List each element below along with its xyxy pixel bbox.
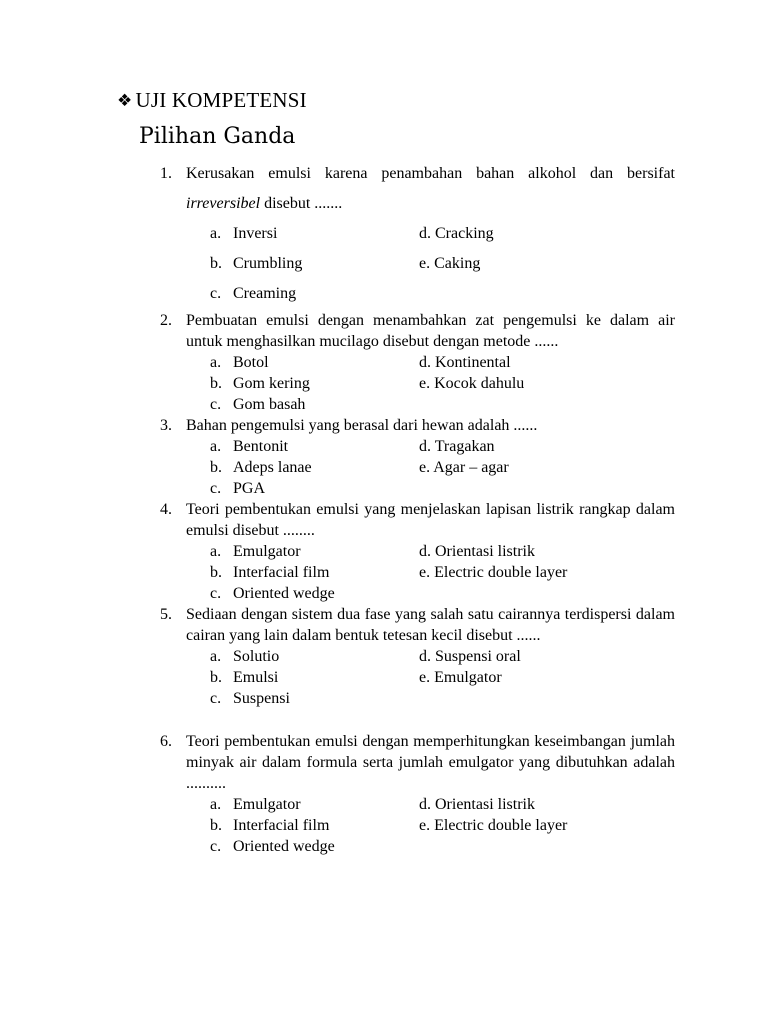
option-label: Gom kering <box>233 375 310 392</box>
question-text-italic: irreversibel <box>186 195 261 212</box>
option-label: Crumbling <box>233 255 303 272</box>
option-letter: c. <box>210 838 222 855</box>
question-3 <box>160 415 675 499</box>
option-b <box>210 457 312 478</box>
question-text: Pembuatan emulsi dengan menambahkan zat pengemulsi ke dalam air untuk menghasilkan mucilago disebut dengan metode ...... <box>186 312 675 350</box>
option-letter: c. <box>210 285 222 302</box>
option-c <box>210 836 335 857</box>
question-text <box>186 159 675 219</box>
option-letter: c. <box>210 690 222 707</box>
question-number: 5. <box>160 606 172 623</box>
option-a <box>210 541 301 562</box>
option-b <box>210 815 329 836</box>
option-letter: a. <box>210 796 222 813</box>
option-letter: a. <box>210 543 222 560</box>
option-c <box>210 583 335 604</box>
option-label: Inversi <box>233 225 278 242</box>
option-letter: b. <box>210 817 222 834</box>
question-2 <box>160 310 675 415</box>
option-a <box>210 219 277 249</box>
diamond-bullet-icon: ❖ <box>117 91 133 111</box>
question-1 <box>160 159 675 309</box>
question-5 <box>160 604 675 709</box>
option-a <box>210 436 288 457</box>
option-c <box>210 478 265 499</box>
option-a <box>210 352 269 373</box>
question-text: Teori pembentukan emulsi dengan memperhitungkan keseimbangan jumlah minyak air dalam formula serta jumlah emulgator yang dibutuhkan adalah .......... <box>186 733 675 792</box>
answer-options <box>186 352 675 415</box>
option-b <box>210 373 310 394</box>
answer-options <box>186 646 675 709</box>
option-a <box>210 794 301 815</box>
option-letter: a. <box>210 354 222 371</box>
option-label: Suspensi <box>233 690 290 707</box>
question-text: Sediaan dengan sistem dua fase yang salah satu cairannya terdispersi dalam cairan yang lain dalam bentuk tetesan kecil disebut ...... <box>186 606 675 644</box>
option-letter: a. <box>210 225 222 242</box>
option-label: Interfacial film <box>233 564 330 581</box>
subsection-heading: Pilihan Ganda <box>139 124 296 149</box>
question-text-part: Kerusakan emulsi karena penambahan bahan alkohol dan bersifat <box>186 165 675 182</box>
option-letter: c. <box>210 396 222 413</box>
option-c <box>210 688 290 709</box>
section-heading-text: UJI KOMPETENSI <box>135 88 307 112</box>
option-e: e. Agar – agar <box>419 459 509 476</box>
option-d: d. Tragakan <box>419 438 495 455</box>
option-label: Emulsi <box>233 669 279 686</box>
question-number: 1. <box>160 165 172 182</box>
option-label: Oriented wedge <box>233 838 335 855</box>
question-text: Bahan pengemulsi yang berasal dari hewan adalah ...... <box>186 417 538 434</box>
option-d: d. Kontinental <box>419 354 511 371</box>
answer-options <box>186 436 675 499</box>
option-b <box>210 667 278 688</box>
question-text: Teori pembentukan emulsi yang menjelaskan lapisan listrik rangkap dalam emulsi disebut ........ <box>186 501 675 539</box>
option-c <box>210 279 296 309</box>
answer-options <box>186 541 675 604</box>
option-label: Creaming <box>233 285 297 302</box>
option-letter: b. <box>210 255 222 272</box>
option-d: d. Suspensi oral <box>419 648 521 665</box>
option-label: Botol <box>233 354 269 371</box>
option-d: d. Orientasi listrik <box>419 796 535 813</box>
option-b <box>210 249 302 279</box>
option-e: e. Electric double layer <box>419 817 568 834</box>
question-4 <box>160 499 675 604</box>
option-d: d. Cracking <box>419 225 494 242</box>
question-number: 3. <box>160 417 172 434</box>
question-number: 2. <box>160 312 172 329</box>
option-a <box>210 646 279 667</box>
option-label: Emulgator <box>233 796 301 813</box>
option-letter: c. <box>210 480 222 497</box>
question-6 <box>160 731 675 857</box>
option-e: e. Kocok dahulu <box>419 375 525 392</box>
option-letter: c. <box>210 585 222 602</box>
option-c <box>210 394 305 415</box>
answer-options <box>186 794 675 857</box>
option-label: PGA <box>233 480 266 497</box>
option-letter: b. <box>210 669 222 686</box>
option-label: Adeps lanae <box>233 459 312 476</box>
option-letter: b. <box>210 375 222 392</box>
option-letter: b. <box>210 564 222 581</box>
section-heading <box>117 88 307 113</box>
option-letter: a. <box>210 648 222 665</box>
option-letter: a. <box>210 438 222 455</box>
option-d: d. Orientasi listrik <box>419 543 535 560</box>
option-label: Oriented wedge <box>233 585 335 602</box>
option-letter: b. <box>210 459 222 476</box>
option-e: e. Emulgator <box>419 669 502 686</box>
question-number: 6. <box>160 733 172 750</box>
option-e: e. Electric double layer <box>419 564 568 581</box>
option-b <box>210 562 329 583</box>
option-label: Solutio <box>233 648 280 665</box>
option-label: Bentonit <box>233 438 289 455</box>
option-label: Interfacial film <box>233 817 330 834</box>
question-text-part: disebut ....... <box>264 195 343 212</box>
answer-options <box>186 219 675 309</box>
option-e: e. Caking <box>419 255 481 272</box>
option-label: Emulgator <box>233 543 301 560</box>
option-label: Gom basah <box>233 396 306 413</box>
question-number: 4. <box>160 501 172 518</box>
